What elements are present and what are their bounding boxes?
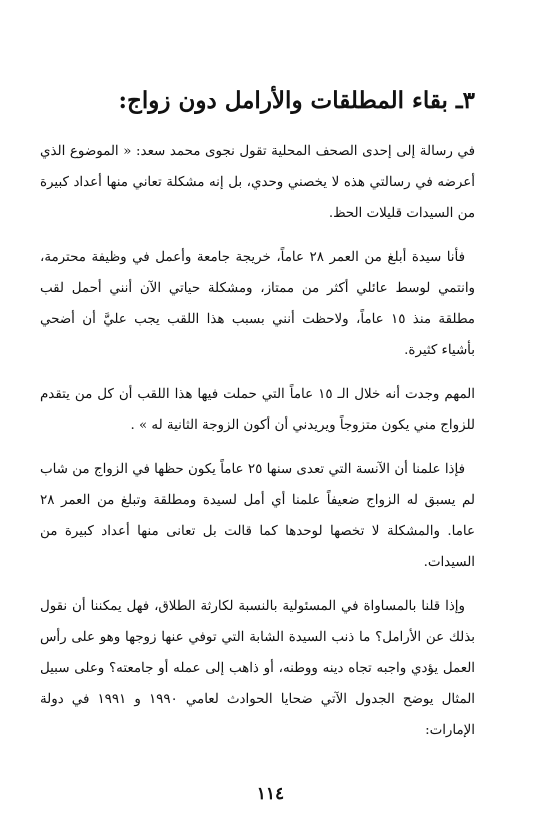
- section-heading: ٣ـ بقاء المطلقات والأرامل دون زواج:: [118, 87, 475, 114]
- body-text: [40, 136, 475, 759]
- paragraph: فإذا علمنا أن الآنسة التي تعدى سنها ٢٥ عاماً يكون حظها في الزواج من شاب لم يسبق له الزواج ضعيفاً علمنا أي أمل لسيدة ومطلقة وتبلغ من العمر ٢٨ عاما. والمشكلة لا تخصها لوحدها كما قالت بل تعانى منها أعداد كبيرة من السيدات.: [40, 462, 475, 570]
- page-number: ١١٤: [256, 784, 285, 804]
- paragraph: فأنا سيدة أبلغ من العمر ٢٨ عاماً، خريجة جامعة وأعمل في وظيفة محترمة، وانتمي لوسط عائلي أكثر من ممتاز، ومشكلة حياتي الآن أنني أحمل لقب مطلقة منذ ١٥ عاماً، ولاحظت أنني بسبب هذا اللقب يجب عليَّ أن أضحي بأشياء كثيرة.: [40, 250, 475, 358]
- paragraph: المهم وجدت أنه خلال الـ ١٥ عاماً التي حملت فيها هذا اللقب أن كل من يتقدم للزواج مني يكون متزوجاً ويريدني أن أكون الزوجة الثانية له » .: [40, 387, 475, 433]
- paragraph: في رسالة إلى إحدى الصحف المحلية تقول نجوى محمد سعد: « الموضوع الذي أعرضه في رسالتي هذه لا يخصني وحدي، بل إنه مشكلة تعاني منها أعداد كبيرة من السيدات قليلات الحظ.: [40, 144, 475, 221]
- paragraph: وإذا قلنا بالمساواة في المسئولية بالنسبة لكارثة الطلاق، فهل يمكننا أن نقول بذلك عن الأرامل؟ ما ذنب السيدة الشابة التي توفي عنها زوجها وهو على رأس العمل يؤدي واجبه تجاه دينه ووطنه، أو ذاهب إلى عمله أو جامعته؟ وعلى سبيل المثال يوضح الجدول الآتي ضحايا الحوادث لعامي ١٩٩٠ و ١٩٩١ في دولة الإمارات:: [40, 599, 476, 738]
